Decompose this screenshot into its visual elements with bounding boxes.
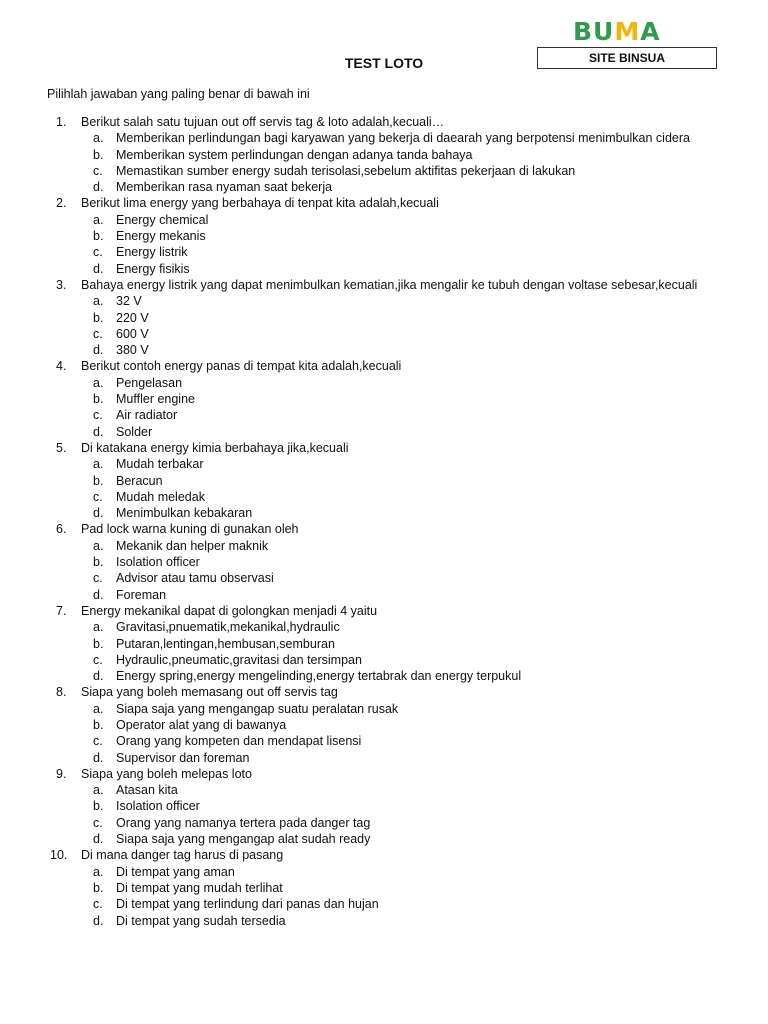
answer-option bbox=[0, 896, 768, 912]
question-text: Berikut contoh energy panas di tempat kita adalah,kecuali bbox=[81, 359, 402, 374]
option-letter: b. bbox=[93, 555, 104, 570]
option-letter: c. bbox=[93, 245, 103, 260]
option-text: Di tempat yang terlindung dari panas dan hujan bbox=[116, 897, 379, 912]
option-text: Hydraulic,pneumatic,gravitasi dan tersimpan bbox=[116, 652, 362, 667]
question-item bbox=[0, 277, 768, 358]
question-number: 3. bbox=[56, 277, 67, 292]
option-letter: d. bbox=[93, 506, 104, 521]
question-line bbox=[0, 684, 768, 700]
question-line bbox=[0, 114, 768, 130]
option-text: Advisor atau tamu observasi bbox=[116, 571, 274, 586]
question-text: Di mana danger tag harus di pasang bbox=[81, 848, 284, 863]
question-line bbox=[0, 440, 768, 456]
option-letter: c. bbox=[93, 408, 103, 423]
option-letter: d. bbox=[93, 587, 104, 602]
page-title: TEST LOTO bbox=[344, 55, 424, 71]
option-letter: d. bbox=[93, 669, 104, 684]
logo-letters-bu: BU bbox=[573, 17, 615, 46]
answer-option bbox=[0, 407, 768, 423]
answer-option bbox=[0, 717, 768, 733]
question-text: Berikut salah satu tujuan out off servis tag & loto adalah,kecuali… bbox=[81, 115, 445, 129]
question-text: Siapa yang boleh melepas loto bbox=[81, 766, 252, 781]
answer-option bbox=[0, 261, 768, 277]
option-text: Energy fisikis bbox=[116, 261, 190, 276]
question-item bbox=[0, 766, 768, 847]
option-text: Foreman bbox=[116, 587, 167, 602]
question-line bbox=[0, 277, 768, 293]
answer-option bbox=[0, 326, 768, 342]
option-letter: d. bbox=[93, 180, 104, 195]
option-letter: a. bbox=[93, 783, 104, 798]
question-item bbox=[0, 440, 768, 521]
option-letter: b. bbox=[93, 636, 104, 651]
question-number: 7. bbox=[56, 603, 67, 618]
option-text: Memberikan perlindungan bagi karyawan yang bekerja di daearah yang berpotensi menimbulkan cidera bbox=[116, 131, 690, 146]
option-text: Putaran,lentingan,hembusan,semburan bbox=[116, 636, 335, 651]
instruction-text: Pilihlah jawaban yang paling benar di bawah ini bbox=[47, 87, 310, 101]
option-letter: c. bbox=[93, 897, 103, 912]
question-list bbox=[0, 114, 768, 929]
option-letter: a. bbox=[93, 457, 104, 472]
option-letter: b. bbox=[93, 799, 104, 814]
question-number: 4. bbox=[56, 359, 67, 374]
question-line bbox=[0, 847, 768, 863]
option-letter: a. bbox=[93, 212, 104, 227]
option-text: Orang yang namanya tertera pada danger tag bbox=[116, 815, 371, 830]
question-number: 10. bbox=[50, 848, 68, 863]
option-letter: b. bbox=[93, 880, 104, 895]
option-letter: a. bbox=[93, 864, 104, 879]
site-label: SITE BINSUA bbox=[537, 47, 717, 69]
option-letter: d. bbox=[93, 750, 104, 765]
question-item bbox=[0, 847, 768, 928]
option-text: Atasan kita bbox=[116, 783, 178, 798]
option-letter: a. bbox=[93, 294, 104, 309]
question-item bbox=[0, 684, 768, 765]
answer-option bbox=[0, 456, 768, 472]
answer-option bbox=[0, 913, 768, 929]
question-number: 9. bbox=[56, 766, 67, 781]
option-text: Supervisor dan foreman bbox=[116, 750, 250, 765]
option-letter: a. bbox=[93, 538, 104, 553]
answer-option bbox=[0, 701, 768, 717]
answer-option bbox=[0, 798, 768, 814]
answer-option bbox=[0, 293, 768, 309]
option-letter: d. bbox=[93, 343, 104, 358]
answer-option bbox=[0, 587, 768, 603]
option-letter: c. bbox=[93, 571, 103, 586]
answer-option bbox=[0, 782, 768, 798]
option-letter: a. bbox=[93, 375, 104, 390]
answer-option bbox=[0, 538, 768, 554]
option-text: Di tempat yang mudah terlihat bbox=[116, 880, 283, 895]
answer-option bbox=[0, 619, 768, 635]
answer-option bbox=[0, 212, 768, 228]
question-number: 8. bbox=[56, 685, 67, 700]
option-letter: c. bbox=[93, 489, 103, 504]
option-text: Energy mekanis bbox=[116, 229, 206, 244]
answer-option bbox=[0, 244, 768, 260]
answer-option bbox=[0, 163, 768, 179]
option-text: 600 V bbox=[116, 326, 149, 341]
answer-option bbox=[0, 130, 768, 146]
option-letter: b. bbox=[93, 717, 104, 732]
option-text: Energy listrik bbox=[116, 245, 188, 260]
answer-option bbox=[0, 375, 768, 391]
option-text: Memastikan sumber energy sudah terisolasi,sebelum aktifitas pekerjaan di lakukan bbox=[116, 163, 576, 178]
logo-letter-m: M bbox=[614, 17, 641, 46]
option-text: Siapa saja yang mengangap alat sudah ready bbox=[116, 832, 371, 847]
question-text: Siapa yang boleh memasang out off servis tag bbox=[81, 685, 338, 700]
option-letter: d. bbox=[93, 913, 104, 928]
option-text: 220 V bbox=[116, 310, 149, 325]
option-text: Siapa saja yang mengangap suatu peralatan rusak bbox=[116, 701, 399, 716]
buma-logo bbox=[573, 18, 661, 46]
option-letter: a. bbox=[93, 620, 104, 635]
option-text: Mudah terbakar bbox=[116, 457, 204, 472]
answer-option bbox=[0, 342, 768, 358]
question-number: 5. bbox=[56, 440, 67, 455]
question-line bbox=[0, 358, 768, 374]
question-line bbox=[0, 195, 768, 211]
question-text: Pad lock warna kuning di gunakan oleh bbox=[81, 522, 299, 537]
question-number: 1. bbox=[56, 115, 67, 129]
question-text: Energy mekanikal dapat di golongkan menjadi 4 yaitu bbox=[81, 603, 378, 618]
answer-option bbox=[0, 815, 768, 831]
answer-option bbox=[0, 147, 768, 163]
option-text: Energy chemical bbox=[116, 212, 209, 227]
option-letter: c. bbox=[93, 734, 103, 749]
answer-option bbox=[0, 505, 768, 521]
option-letter: d. bbox=[93, 424, 104, 439]
option-text: Orang yang kompeten dan mendapat lisensi bbox=[116, 734, 362, 749]
answer-option bbox=[0, 391, 768, 407]
answer-option bbox=[0, 864, 768, 880]
answer-option bbox=[0, 733, 768, 749]
question-item bbox=[0, 521, 768, 602]
option-text: 380 V bbox=[116, 343, 149, 358]
option-text: Solder bbox=[116, 424, 153, 439]
question-item bbox=[0, 114, 768, 195]
option-text: Muffler engine bbox=[116, 392, 195, 407]
option-text: Memberikan system perlindungan dengan adanya tanda bahaya bbox=[116, 147, 473, 162]
option-letter: b. bbox=[93, 310, 104, 325]
option-letter: b. bbox=[93, 473, 104, 488]
option-letter: c. bbox=[93, 326, 103, 341]
option-text: Isolation officer bbox=[116, 555, 200, 570]
answer-option bbox=[0, 831, 768, 847]
question-number: 6. bbox=[56, 522, 67, 537]
answer-option bbox=[0, 750, 768, 766]
option-letter: b. bbox=[93, 392, 104, 407]
answer-option bbox=[0, 424, 768, 440]
answer-option bbox=[0, 554, 768, 570]
option-text: Operator alat yang di bawanya bbox=[116, 717, 287, 732]
question-text: Bahaya energy listrik yang dapat menimbulkan kematian,jika mengalir ke tubuh dengan voltase sebesar,kecuali bbox=[81, 277, 698, 292]
option-text: Mudah meledak bbox=[116, 489, 205, 504]
logo-letter-a: A bbox=[640, 17, 661, 46]
question-text: Berikut lima energy yang berbahaya di tenpat kita adalah,kecuali bbox=[81, 196, 439, 211]
option-text: Menimbulkan kebakaran bbox=[116, 506, 253, 521]
option-text: Isolation officer bbox=[116, 799, 200, 814]
option-text: 32 V bbox=[116, 294, 142, 309]
option-text: Pengelasan bbox=[116, 375, 183, 390]
answer-option bbox=[0, 473, 768, 489]
option-text: Air radiator bbox=[116, 408, 178, 423]
option-text: Energy spring,energy mengelinding,energy tertabrak dan energy terpukul bbox=[116, 669, 522, 684]
option-letter: b. bbox=[93, 147, 104, 162]
option-text: Gravitasi,pnuematik,mekanikal,hydraulic bbox=[116, 620, 340, 635]
option-text: Mekanik dan helper maknik bbox=[116, 538, 269, 553]
question-item bbox=[0, 358, 768, 439]
answer-option bbox=[0, 880, 768, 896]
question-line bbox=[0, 766, 768, 782]
question-number: 2. bbox=[56, 196, 67, 211]
option-letter: b. bbox=[93, 229, 104, 244]
option-letter: a. bbox=[93, 701, 104, 716]
answer-option bbox=[0, 179, 768, 195]
question-line bbox=[0, 521, 768, 537]
option-text: Di tempat yang sudah tersedia bbox=[116, 913, 286, 928]
option-letter: c. bbox=[93, 652, 103, 667]
answer-option bbox=[0, 228, 768, 244]
option-letter: c. bbox=[93, 815, 103, 830]
option-text: Beracun bbox=[116, 473, 163, 488]
option-text: Memberikan rasa nyaman saat bekerja bbox=[116, 180, 333, 195]
answer-option bbox=[0, 310, 768, 326]
option-letter: c. bbox=[93, 163, 103, 178]
answer-option bbox=[0, 652, 768, 668]
option-letter: a. bbox=[93, 131, 104, 146]
option-letter: d. bbox=[93, 832, 104, 847]
answer-option bbox=[0, 570, 768, 586]
answer-option bbox=[0, 668, 768, 684]
answer-option bbox=[0, 489, 768, 505]
question-item bbox=[0, 195, 768, 276]
question-item bbox=[0, 603, 768, 684]
question-text: Di katakana energy kimia berbahaya jika,kecuali bbox=[81, 440, 349, 455]
answer-option bbox=[0, 636, 768, 652]
question-line bbox=[0, 603, 768, 619]
option-letter: d. bbox=[93, 261, 104, 276]
option-text: Di tempat yang aman bbox=[116, 864, 235, 879]
